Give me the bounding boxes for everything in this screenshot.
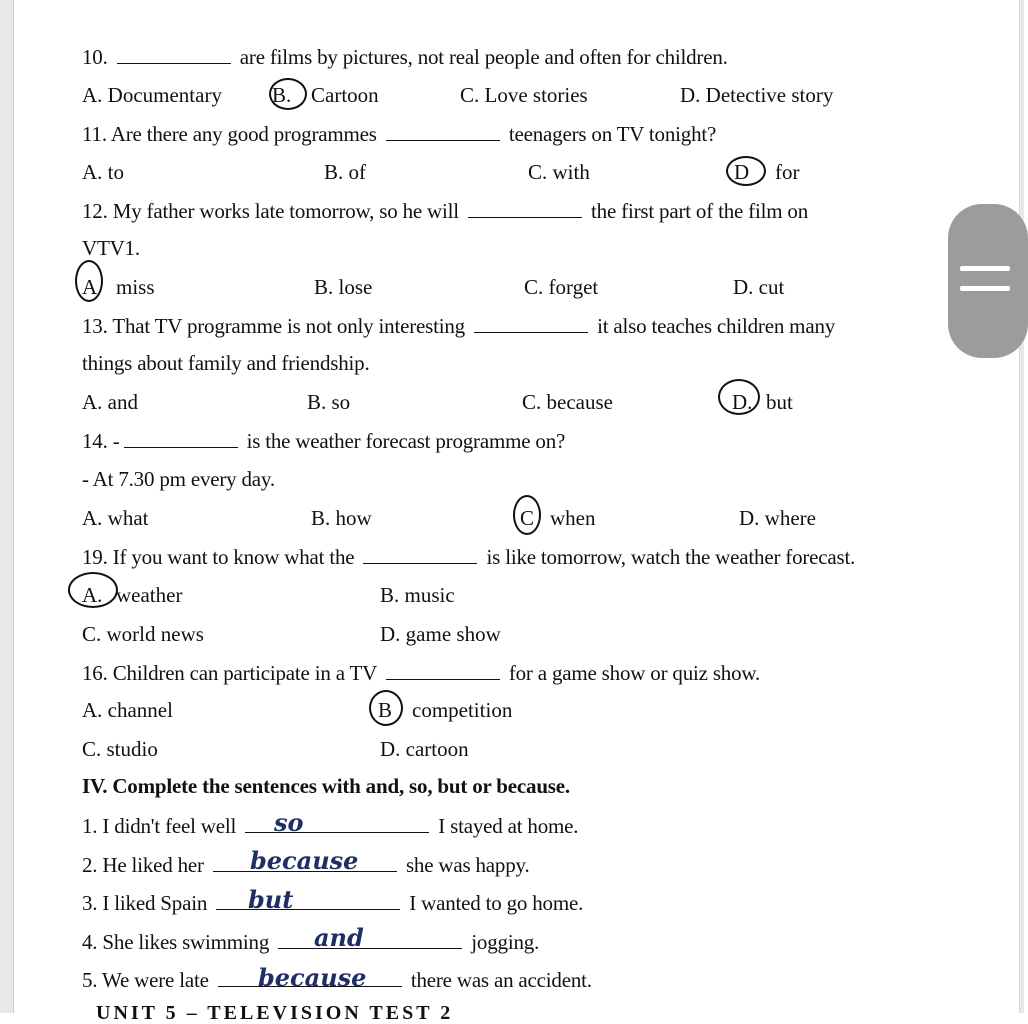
question-12-continued: VTV1. [82, 236, 140, 260]
option-b: B. of [324, 160, 366, 184]
worksheet-page [14, 0, 1020, 1024]
option-d: D. cut [733, 275, 785, 299]
question-text: is the weather forecast programme on? [246, 429, 566, 453]
question-number: 13. [82, 314, 108, 338]
question-text: - [112, 429, 120, 453]
option-b: B. so [307, 390, 351, 414]
item-number: 4. [82, 930, 98, 954]
option-c: C. forget [524, 275, 599, 299]
question-12 [82, 197, 808, 224]
option-d: D. Detective story [680, 83, 834, 107]
option-c-letter: C [520, 506, 535, 530]
question-text: is like tomorrow, watch the weather forecast. [486, 545, 856, 569]
option-b-text: Cartoon [311, 83, 379, 107]
answer-blank [386, 120, 500, 141]
item-text: there was an accident. [410, 968, 592, 992]
option-d-letter: D. [732, 390, 753, 414]
item-number: 3. [82, 891, 98, 915]
option-d-letter: D [734, 160, 750, 184]
answer-blank [245, 812, 429, 833]
question-text: are films by pictures, not real people and often for children. [239, 45, 728, 69]
scroll-handle[interactable] [948, 204, 1028, 358]
question-14 [82, 427, 565, 454]
question-text: Are there any good programmes [110, 122, 377, 146]
option-b-text: competition [412, 698, 513, 722]
item-text: she was happy. [405, 853, 530, 877]
option-b-letter: B. [272, 83, 292, 107]
option-c: C. Love stories [460, 83, 588, 107]
option-a-text: miss [116, 275, 155, 299]
option-b: B. how [311, 506, 372, 530]
question-text: the first part of the film on [591, 199, 809, 223]
answer-circle [726, 156, 766, 186]
question-text: teenagers on TV tonight? [508, 122, 717, 146]
answer-circle [269, 78, 307, 110]
option-d: D. cartoon [380, 737, 469, 761]
answer-blank [117, 43, 231, 64]
option-d-text: for [775, 160, 800, 184]
answer-circle [369, 690, 403, 726]
item-number: 2. [82, 853, 98, 877]
question-number: 11. [82, 122, 107, 146]
option-a-text: weather [116, 583, 183, 607]
option-c-text: when [550, 506, 596, 530]
handwritten-answer: so [274, 808, 304, 837]
answer-blank [124, 427, 238, 448]
question-text: My father works late tomorrow, so he will [112, 199, 459, 223]
exercise-item-1 [82, 808, 579, 839]
question-number: 19. [82, 545, 108, 569]
answer-blank [468, 197, 582, 218]
option-a: A. what [82, 506, 149, 530]
answer-circle [718, 379, 760, 415]
question-number: 10. [82, 45, 108, 69]
item-text: I stayed at home. [438, 814, 579, 838]
question-11 [82, 120, 716, 147]
answer-blank [474, 312, 588, 333]
answer-blank [386, 659, 500, 680]
answer-blank [216, 889, 400, 910]
option-a: A. Documentary [82, 83, 222, 107]
item-text: We were late [102, 968, 209, 992]
answer-blank [278, 928, 462, 949]
section-heading: IV. Complete the sentences with and, so, but or because. [82, 774, 570, 798]
option-a: A. and [82, 390, 138, 414]
answer-circle [75, 260, 103, 302]
item-text: He liked her [102, 853, 204, 877]
question-number: 12. [82, 199, 108, 223]
item-text: I didn't feel well [102, 814, 237, 838]
question-text: for a game show or quiz show. [508, 661, 761, 685]
question-19 [82, 543, 855, 570]
option-c: C. because [522, 390, 613, 414]
question-number: 14. [82, 429, 108, 453]
answer-circle [68, 572, 118, 608]
option-c: C. world news [82, 622, 204, 646]
answer-blank [363, 543, 477, 564]
option-d: D. game show [380, 622, 501, 646]
handwritten-answer: and [314, 923, 364, 952]
grip-line-icon [960, 266, 1010, 271]
item-text: I wanted to go home. [409, 891, 584, 915]
question-number: 16. [82, 661, 108, 685]
item-text: I liked Spain [102, 891, 208, 915]
option-b: B. music [380, 583, 455, 607]
question-14-answer-line: - At 7.30 pm every day. [82, 467, 275, 491]
handwritten-answer: but [248, 885, 294, 914]
handwritten-answer: because [250, 846, 359, 875]
option-b-letter: B [378, 698, 393, 722]
handwritten-answer: because [258, 963, 367, 992]
item-number: 1. [82, 814, 98, 838]
option-d: D. where [739, 506, 816, 530]
option-d-text: but [766, 390, 793, 414]
question-text: it also teaches children many [597, 314, 836, 338]
option-c: C. with [528, 160, 590, 184]
question-10 [82, 43, 728, 70]
option-a-letter: A. [82, 583, 103, 607]
question-text: That TV programme is not only interesting [112, 314, 465, 338]
option-b: B. lose [314, 275, 373, 299]
exercise-item-3 [82, 885, 584, 916]
item-number: 5. [82, 968, 98, 992]
item-text: jogging. [471, 930, 540, 954]
item-text: She likes swimming [102, 930, 270, 954]
option-c: C. studio [82, 737, 158, 761]
next-page-heading-cut: UNIT 5 – TELEVISION TEST 2 [96, 1002, 454, 1024]
option-a-letter: A [82, 275, 98, 299]
exercise-item-4 [82, 928, 539, 955]
page-frame-left [0, 0, 14, 1013]
question-13-continued: things about family and friendship. [82, 351, 370, 375]
question-text: Children can participate in a TV [112, 661, 377, 685]
grip-line-icon [960, 286, 1010, 291]
option-a: A. channel [82, 698, 173, 722]
option-a: A. to [82, 160, 124, 184]
question-text: If you want to know what the [112, 545, 355, 569]
answer-circle [513, 495, 541, 535]
question-13 [82, 312, 835, 339]
question-16 [82, 659, 760, 686]
